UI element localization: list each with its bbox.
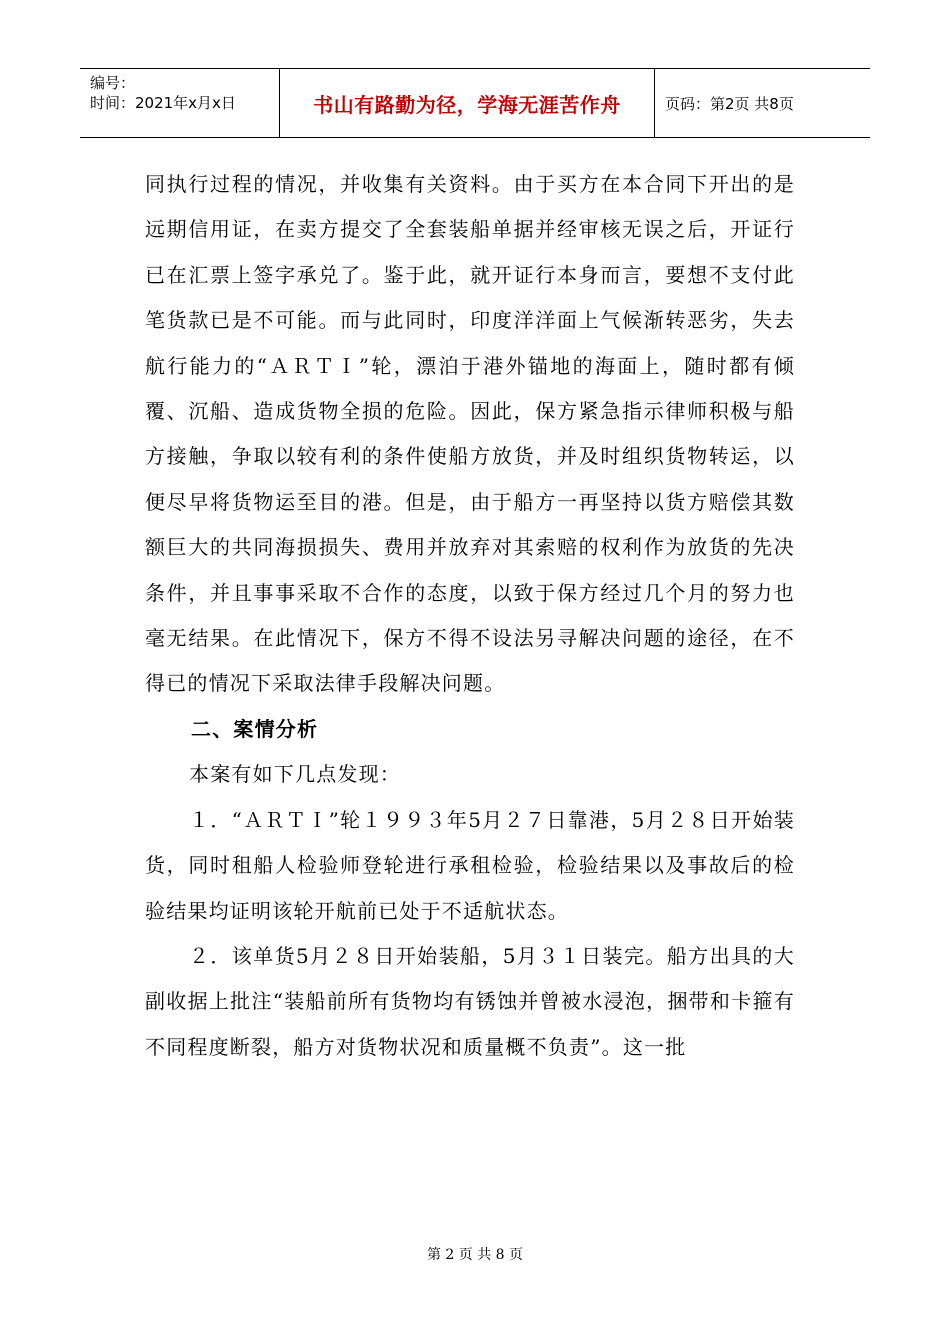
page-footer: 第 2 页 共 8 页 <box>426 1247 524 1263</box>
header-page-info: 页码：第2页 共8页 <box>665 94 794 113</box>
section-heading: 二、案情分析 <box>191 716 319 741</box>
header-motto: 书山有路勤为径，学海无涯苦作舟 <box>280 69 655 137</box>
header-meta <box>80 69 280 137</box>
finding-item-2: ２．该单货5月２８日开始装船，5月３１日装完。船方出具的大副收据上批注“装船前所有货物均有锈蚀并曾被水浸泡，捆带和卡箍有不同程度断裂，船方对货物状况和质量概不负责”。这一批 <box>145 943 795 1059</box>
body-paragraph: 同执行过程的情况，并收集有关资料。由于买方在本合同下开出的是远期信用证，在卖方提交了全套装船单据并经审核无误之后，开证行已在汇票上签字承兑了。鉴于此，就开证行本身而言，要想不支付此笔货款已是不可能。而与此同时，印度洋洋面上气候渐转恶劣，失去航行能力的“ＡＲＴＩ”轮，漂泊于港外锚地的海面上，随时都有倾覆、沉船、造成货物全损的危险。因此，保方紧急指示律师积极与船方接触，争取以较有利的条件使船方放货，并及时组织货物转运，以便尽早将货物运至目的港。但是，由于船方一再坚持以货方赔偿其数额巨大的共同海损损失、费用并放弃对其索赔的权利作为放货的先决条件，并且事事采取不合作的态度，以致于保方经过几个月的努力也毫无结果。在此情况下，保方不得不设法另寻解决问题的途径，在不得已的情况下采取法律手段解决问题。 <box>145 172 795 696</box>
intro-paragraph: 本案有如下几点发现： <box>189 762 401 787</box>
finding-item-1: １．“ＡＲＴＩ”轮１９９３年5月２７日靠港，5月２８日开始装货，同时租船人检验师登轮进行承租检验，检验结果以及事故后的检验结果均证明该轮开航前已处于不适航状态。 <box>145 807 795 923</box>
document-body <box>145 162 795 1070</box>
document-header <box>80 68 870 138</box>
number-label: 编号： <box>90 74 136 92</box>
time-label: 时间：2021年x月x日 <box>90 94 236 112</box>
